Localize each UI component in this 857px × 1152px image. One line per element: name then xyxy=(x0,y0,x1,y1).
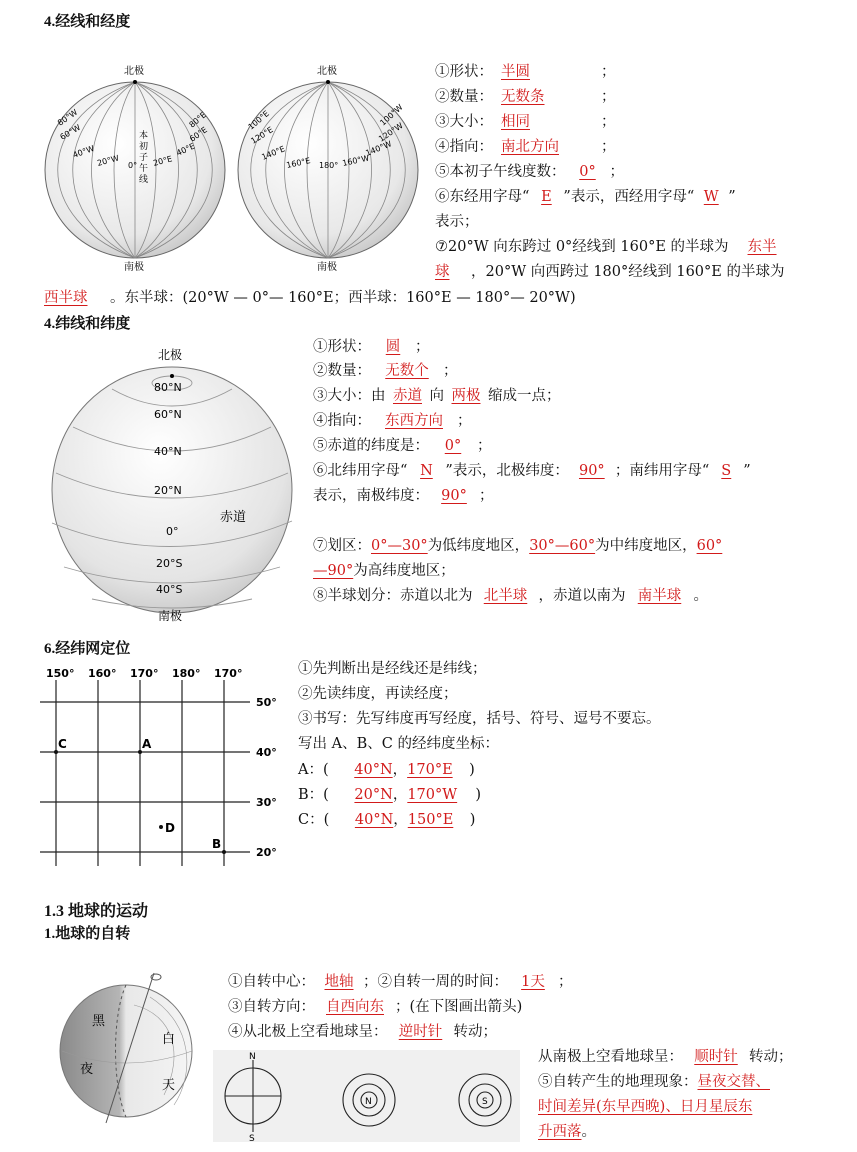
parallel-size-line: ③大小：由 赤道 向 两极 缩成一点； xyxy=(313,388,561,404)
rotation-direction-line: ③自转方向： 自西向东 ；(在下图画出箭头) xyxy=(228,999,523,1015)
north-south-letter-line: ⑥北纬用字母“ N ”表示，北极纬度： 90° ；南纬用字母“ S ” xyxy=(313,463,751,479)
answer-phenomena-c: 升西落 xyxy=(538,1124,582,1140)
parallel-label: 60°N xyxy=(154,408,182,421)
meridian-count-line: ②数量： 无数条 ； xyxy=(435,89,616,105)
north-pole-view-line: ④从北极上空看地球呈： 逆时针 转动； xyxy=(228,1024,497,1040)
diagram-n-center: N xyxy=(365,1097,372,1107)
answer-northern-hemisphere: 北半球 xyxy=(483,588,528,604)
meridian-label: 60°E xyxy=(187,125,209,144)
answer-prime-degree: 0° xyxy=(579,164,596,180)
hemisphere-line-1: ⑦20°W 向东跨过 0°经线到 160°E 的半球为 东半 xyxy=(435,239,777,255)
diagram-n-label: N xyxy=(249,1052,256,1062)
grid-point-a: A xyxy=(142,737,152,751)
answer-a-lat: 40°N xyxy=(354,762,393,778)
grid-step-3: ③书写：先写纬度再写经度，括号、符号、逗号不要忘。 xyxy=(298,711,661,727)
hemisphere-line-2: 球 ，20°W 向西跨过 180°经线到 160°E 的半球为 xyxy=(435,264,785,280)
meridian-label: 140°E xyxy=(260,144,287,162)
globe2-south-label: 南极 xyxy=(317,262,337,273)
grid-lat-label: 40° xyxy=(256,746,277,759)
answer-rotation-center: 地轴 xyxy=(324,974,354,990)
meridian-label: 0° xyxy=(128,161,138,170)
grid-step-1: ①先判断出是经线还是纬线； xyxy=(298,661,487,677)
answer-equator-degree: 0° xyxy=(444,438,462,454)
east-west-letter-cont: 表示； xyxy=(435,214,479,230)
coord-b-line: B：( 20°N，170°W ) xyxy=(298,787,481,803)
answer-east-hemisphere-a: 东半 xyxy=(747,239,777,255)
meridian-label: 20°E xyxy=(152,154,174,168)
rotation-dark-label: 黑 xyxy=(92,1014,106,1029)
grid-point-b: B xyxy=(212,837,222,851)
answer-phenomena-a: 昼夜交替、 xyxy=(697,1074,770,1090)
parallel-north-label: 北极 xyxy=(158,348,183,362)
hemisphere-division-line: ⑧半球划分：赤道以北为 北半球 ，赤道以南为 南半球 。 xyxy=(313,588,708,604)
rotation-globe xyxy=(54,965,204,1125)
parallel-count-line: ②数量： 无数个 ； xyxy=(313,363,458,379)
section-heading-meridians: 4.经线和经度 xyxy=(44,14,131,30)
section-heading-grid: 6.经纬网定位 xyxy=(44,641,131,657)
meridian-globe-west xyxy=(42,60,232,275)
prime-meridian-label: 本初子午线 xyxy=(139,131,149,185)
meridian-label: 160°W xyxy=(341,153,371,168)
answer-east-letter: E xyxy=(541,189,552,205)
answer-south-letter: S xyxy=(721,463,732,479)
diagram-s-label: S xyxy=(249,1134,255,1142)
answer-south-pole-latitude: 90° xyxy=(441,488,467,504)
answer-b-lat: 20°N xyxy=(354,787,393,803)
answer-high-latitude-b: —90° xyxy=(313,563,354,579)
grid-lon-label: 170° xyxy=(130,667,159,680)
grid-lon-label: 170° xyxy=(214,667,243,680)
coord-a-line: A：( 40°N，170°E ) xyxy=(298,762,475,778)
rotation-center-line: ①自转中心： 地轴 ；②自转一周的时间： 1天 ； xyxy=(228,974,573,990)
section-heading-rotation: 1.地球的自转 xyxy=(44,926,131,942)
parallel-label: 80°N xyxy=(154,381,182,394)
meridian-globe-east xyxy=(235,60,425,275)
answer-parallel-size-a: 赤道 xyxy=(393,388,422,404)
globe2-north-label: 北极 xyxy=(317,66,337,77)
answer-south-pole-view: 顺时针 xyxy=(694,1049,738,1065)
south-pole-view-line: 从南极上空看地球呈： 顺时针 转动； xyxy=(538,1049,793,1065)
meridian-label: 120°W xyxy=(377,120,405,144)
east-west-letter-line: ⑥东经用字母“ E ”表示，西经用字母“ W ” xyxy=(435,189,736,205)
answer-count: 无数条 xyxy=(501,89,545,105)
answer-mid-latitude: 30°—60° xyxy=(529,538,596,554)
grid-lat-label: 20° xyxy=(256,846,277,859)
grid-lon-label: 180° xyxy=(172,667,201,680)
rotation-view-diagrams xyxy=(213,1050,520,1142)
latitude-zone-line-2: —90°为高纬度地区； xyxy=(313,563,455,579)
diagram-s-center: S xyxy=(482,1097,488,1107)
prime-meridian-line: ⑤本初子午线度数： 0° ； xyxy=(435,164,624,180)
answer-high-latitude-a: 60° xyxy=(696,538,723,554)
answer-phenomena-b: 时间差异(东早西晚)、日月星辰东 xyxy=(538,1099,753,1115)
answer-parallel-shape: 圆 xyxy=(385,339,401,355)
answer-east-hemisphere-b: 球 xyxy=(435,264,450,280)
rotation-day-label: 天 xyxy=(162,1078,176,1093)
meridian-label: 80°E xyxy=(187,110,209,130)
answer-parallel-count: 无数个 xyxy=(385,363,429,379)
rotation-night-label: 夜 xyxy=(80,1062,94,1077)
rotation-phenomena-line-2 xyxy=(538,1097,752,1117)
grid-point-d: D xyxy=(165,821,175,835)
parallel-shape-line: ①形状： 圆 ； xyxy=(313,339,430,355)
section-heading-parallels: 4.纬线和纬度 xyxy=(44,316,131,332)
meridian-shape-line: ①形状： 半圆 ； xyxy=(435,64,616,80)
globe1-south-label: 南极 xyxy=(124,262,144,273)
meridian-label: 140°W xyxy=(364,139,393,158)
meridian-label: 180° xyxy=(319,161,339,170)
equator-label: 赤道 xyxy=(220,510,247,525)
answer-parallel-size-b: 两极 xyxy=(451,388,481,404)
parallel-label: 40°S xyxy=(156,583,183,596)
meridian-label: 20°W xyxy=(96,153,120,168)
answer-west-letter: W xyxy=(703,189,719,205)
answer-southern-hemisphere: 南半球 xyxy=(637,588,682,604)
meridian-label: 80°W xyxy=(55,107,80,128)
meridian-label: 100°W xyxy=(378,102,405,128)
answer-north-pole-latitude: 90° xyxy=(578,463,605,479)
coord-c-line: C：( 40°N，150°E ) xyxy=(298,812,476,828)
meridian-direction-line: ④指向： 南北方向 ； xyxy=(435,139,616,155)
answer-rotation-period: 1天 xyxy=(521,974,545,990)
answer-north-pole-view: 逆时针 xyxy=(398,1024,443,1040)
answer-c-lat: 40°N xyxy=(354,812,394,828)
answer-parallel-direction: 东西方向 xyxy=(385,413,443,429)
meridian-label: 160°E xyxy=(285,156,312,170)
answer-north-letter: N xyxy=(420,463,433,479)
south-pole-latitude-line: 表示，南极纬度： 90° ； xyxy=(313,488,494,504)
answer-b-lon: 170°W xyxy=(407,787,458,803)
answer-rotation-direction: 自西向东 xyxy=(326,999,384,1015)
answer-shape: 半圆 xyxy=(501,64,530,80)
parallel-globe xyxy=(48,345,296,625)
grid-lat-label: 30° xyxy=(256,796,277,809)
answer-size: 相同 xyxy=(501,114,530,130)
parallel-label: 20°S xyxy=(156,557,183,570)
meridian-label: 120°E xyxy=(249,125,275,146)
parallel-south-label: 南极 xyxy=(158,609,183,623)
chapter-heading-motion: 1.3 地球的运动 xyxy=(44,903,149,920)
globe1-north-label: 北极 xyxy=(124,66,144,77)
latitude-zone-line-1: ⑦划区：0°—30°为低纬度地区，30°—60°为中纬度地区，60° xyxy=(313,538,723,554)
answer-west-hemisphere: 西半球 xyxy=(44,290,88,306)
answer-direction: 南北方向 xyxy=(501,139,559,155)
hemisphere-line-3: 西半球 。东半球：(20°W — 0°— 160°E；西半球：160°E — 180°— 20°W) xyxy=(44,290,576,306)
grid-step-2: ②先读纬度，再读经度； xyxy=(298,686,458,702)
parallel-label: 20°N xyxy=(154,484,182,497)
grid-lat-label: 50° xyxy=(256,696,277,709)
graticule-grid xyxy=(34,662,290,866)
meridian-label: 40°W xyxy=(71,143,96,160)
grid-step-4: 写出 A、B、C 的经纬度坐标： xyxy=(298,736,499,752)
parallel-label: 40°N xyxy=(154,445,182,458)
meridian-label: 60°W xyxy=(58,122,83,142)
answer-a-lon: 170°E xyxy=(407,762,453,778)
meridian-label: 40°E xyxy=(175,141,197,158)
meridian-label: 100°E xyxy=(246,108,271,132)
answer-low-latitude: 0°—30° xyxy=(371,538,428,554)
rotation-phenomena-line-3: 升西落。 xyxy=(538,1124,596,1140)
rotation-light-label: 白 xyxy=(162,1032,176,1047)
answer-c-lon: 150°E xyxy=(407,812,454,828)
parallel-label: 0° xyxy=(166,525,179,538)
parallel-direction-line: ④指向： 东西方向 ； xyxy=(313,413,472,429)
meridian-size-line: ③大小： 相同 ； xyxy=(435,114,616,130)
grid-lon-label: 160° xyxy=(88,667,117,680)
grid-point-c: C xyxy=(58,737,67,751)
equator-degree-line: ⑤赤道的纬度是： 0° ； xyxy=(313,438,492,454)
grid-lon-label: 150° xyxy=(46,667,75,680)
rotation-phenomena-line-1: ⑤自转产生的地理现象：昼夜交替、 xyxy=(538,1074,770,1090)
